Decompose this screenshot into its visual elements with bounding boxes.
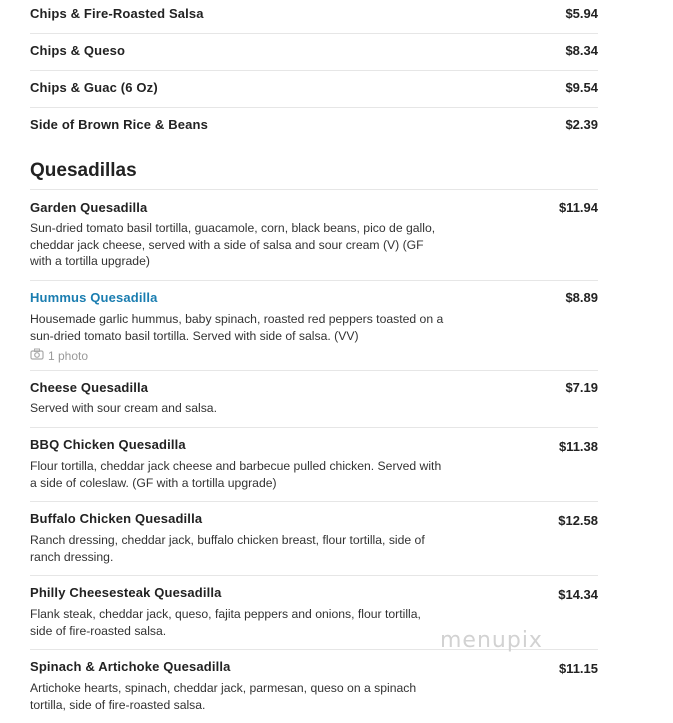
menu-item	[30, 281, 598, 371]
item-name: Chips & Guac (6 Oz)	[30, 80, 158, 95]
menu-item	[30, 108, 598, 144]
item-description: Housemade garlic hummus, baby spinach, roasted red peppers toasted on a sun-dried tomato basil tortilla. Served with side of salsa. (VV)	[30, 312, 444, 343]
item-price: $2.39	[565, 117, 598, 132]
item-name: Spinach & Artichoke Quesadilla	[30, 659, 231, 674]
item-name: Chips & Queso	[30, 43, 126, 58]
item-description: Flour tortilla, cheddar jack cheese and barbecue pulled chicken. Served with a side of coleslaw. (GF with a tortilla upgrade)	[30, 459, 442, 490]
menu-item	[30, 0, 598, 34]
photo-link[interactable]	[30, 348, 88, 363]
item-name: Philly Cheesesteak Quesadilla	[30, 585, 222, 600]
item-name: Cheese Quesadilla	[30, 380, 149, 395]
item-price: $11.38	[558, 439, 598, 454]
item-description: Served with sour cream and salsa.	[30, 401, 217, 415]
item-price: $14.34	[558, 587, 598, 602]
item-price: $11.15	[558, 661, 598, 676]
item-price: $8.89	[565, 290, 598, 305]
menu-item	[30, 34, 598, 71]
item-description: Artichoke hearts, spinach, cheddar jack, parmesan, queso on a spinach tortilla, side of fire-roasted salsa.	[30, 681, 417, 712]
watermark: menupix	[440, 628, 543, 653]
menu-item	[30, 371, 598, 428]
item-price: $8.34	[565, 43, 598, 58]
section-header	[30, 144, 598, 190]
photo-count: 1 photo	[48, 348, 89, 363]
item-description: Flank steak, cheddar jack, queso, fajita peppers and onions, flour tortilla, side of fire-roasted salsa.	[30, 607, 421, 638]
section-title: Quesadillas	[30, 160, 137, 181]
item-description: Ranch dressing, cheddar jack, buffalo chicken breast, flour tortilla, side of ranch dressing.	[30, 533, 425, 564]
item-description: Sun-dried tomato basil tortilla, guacamole, corn, black beans, pico de gallo, cheddar jack cheese, served with a side of salsa and sour cream (V) (GF with a tortilla upgrade)	[30, 221, 436, 268]
menu-item	[30, 428, 598, 502]
item-name: Garden Quesadilla	[30, 200, 148, 215]
item-price: $9.54	[565, 80, 598, 95]
item-name: Buffalo Chicken Quesadilla	[30, 511, 203, 526]
item-name: Side of Brown Rice & Beans	[30, 117, 208, 132]
item-name-link[interactable]: Hummus Quesadilla	[30, 290, 158, 305]
item-name: Chips & Fire-Roasted Salsa	[30, 6, 204, 21]
item-price: $12.58	[558, 513, 598, 528]
menu-item	[30, 71, 598, 108]
item-price: $5.94	[565, 6, 598, 21]
menu-item	[30, 650, 598, 723]
menu-item	[30, 502, 598, 576]
item-price: $7.19	[565, 380, 598, 395]
menu-item	[30, 190, 598, 281]
item-name: BBQ Chicken Quesadilla	[30, 437, 186, 452]
camera-icon	[30, 348, 44, 363]
item-price: $11.94	[558, 200, 598, 215]
